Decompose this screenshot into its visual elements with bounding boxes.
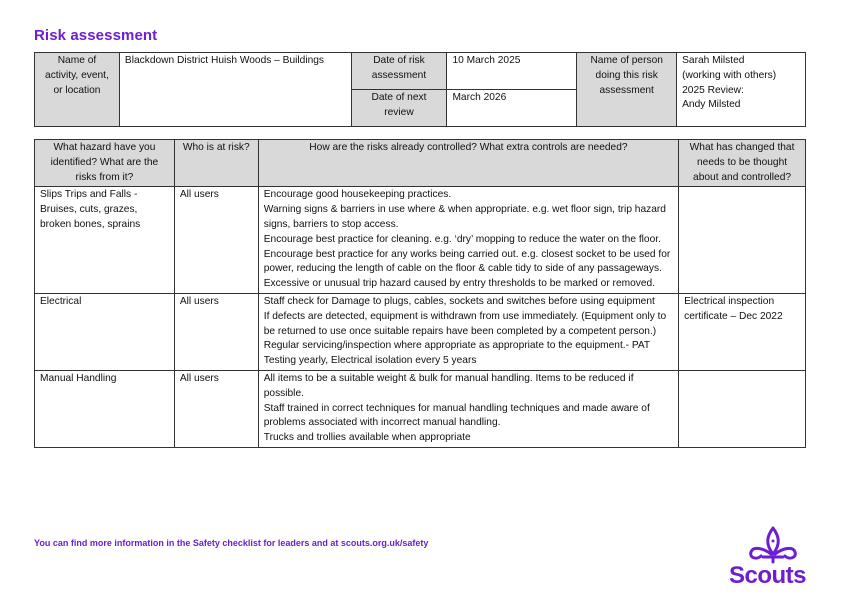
control-item: Staff check for Damage to plugs, cables, sockets and switches before using equipment [263, 295, 655, 307]
hazard-cell: Slips Trips and Falls - Bruises, cuts, grazes, broken bones, sprains [35, 187, 175, 294]
controls-cell [258, 293, 678, 370]
risk-table [34, 139, 806, 448]
changes-cell [679, 370, 806, 447]
control-item: Warning signs & barriers in use where & when appropriate. e.g. wet floor sign, trip hazard signs, barriers to stop access. [263, 204, 666, 230]
page-title: Risk assessment [34, 27, 158, 44]
next-review-value: March 2026 [447, 90, 577, 127]
who-cell: All users [174, 187, 258, 294]
header-controls: How are the risks already controlled? What extra controls are needed? [258, 140, 678, 187]
footer-text[interactable] [34, 538, 428, 548]
hazard-cell: Manual Handling [35, 370, 175, 447]
controls-cell [258, 370, 678, 447]
person-line: 2025 Review: [682, 84, 744, 96]
date-label: Date of risk assessment [351, 53, 447, 90]
table-row [35, 187, 806, 294]
who-cell: All users [174, 293, 258, 370]
controls-cell [258, 187, 678, 294]
control-item: If defects are detected, equipment is withdrawn from use immediately. (Equipment only to be returned to use once suitable repairs have been completed by a competent person.) [263, 310, 667, 337]
header-changes: What has changed that needs to be thought about and controlled? [679, 140, 806, 187]
hazard-cell: Electrical [35, 293, 175, 370]
date-value: 10 March 2025 [447, 53, 577, 90]
control-item: Trucks and trollies available when appropriate [263, 432, 471, 444]
changes-cell [679, 187, 806, 294]
header-hazard: What hazard have you identified? What are the risks from it? [35, 140, 175, 187]
activity-label: Name of activity, event, or location [35, 53, 120, 127]
control-item: Encourage best practice for any works being carried out. e.g. closest socket to be used for power, reducing the length of cable on the floor & cable tidy to side of any passageways. [263, 248, 671, 275]
header-who: Who is at risk? [174, 140, 258, 187]
control-item: Regular servicing/inspection where appropriate as appropriate to the equipment.- PAT Testing yearly, Electrical isolation every 5 years [263, 340, 650, 367]
person-line: Sarah Milsted [682, 55, 745, 66]
changes-cell: Electrical inspection certificate – Dec 2022 [679, 293, 806, 370]
control-item: Encourage best practice for cleaning. e.g. ‘dry’ mopping to reduce the water on the floor. [263, 233, 661, 245]
person-line: Andy Milsted [682, 99, 741, 111]
control-item: Excessive or unusual trip hazard caused by entry thresholds to be marked or removed. [263, 278, 656, 290]
next-review-label: Date of next review [351, 90, 447, 127]
person-value [677, 53, 806, 127]
scouts-logo-text: Scouts [729, 562, 807, 589]
info-table [34, 52, 806, 127]
table-row [35, 293, 806, 370]
person-line: (working with others) [682, 69, 777, 81]
table-row [35, 370, 806, 447]
footer-link-text[interactable]: You can find more information in the Safety checklist for leaders and at scouts.org.uk/safety [34, 538, 429, 548]
who-cell: All users [174, 370, 258, 447]
person-label: Name of person doing this risk assessment [577, 53, 677, 127]
control-item: Staff trained in correct techniques for manual handling techniques and made aware of problems associated with incorrect manual handling. [263, 402, 650, 429]
control-item: Encourage good housekeeping practices. [263, 189, 452, 201]
activity-value: Blackdown District Huish Woods – Buildings [119, 53, 351, 127]
control-item: All items to be a suitable weight & bulk for manual handling. Items to be reduced if possible. [263, 372, 634, 399]
